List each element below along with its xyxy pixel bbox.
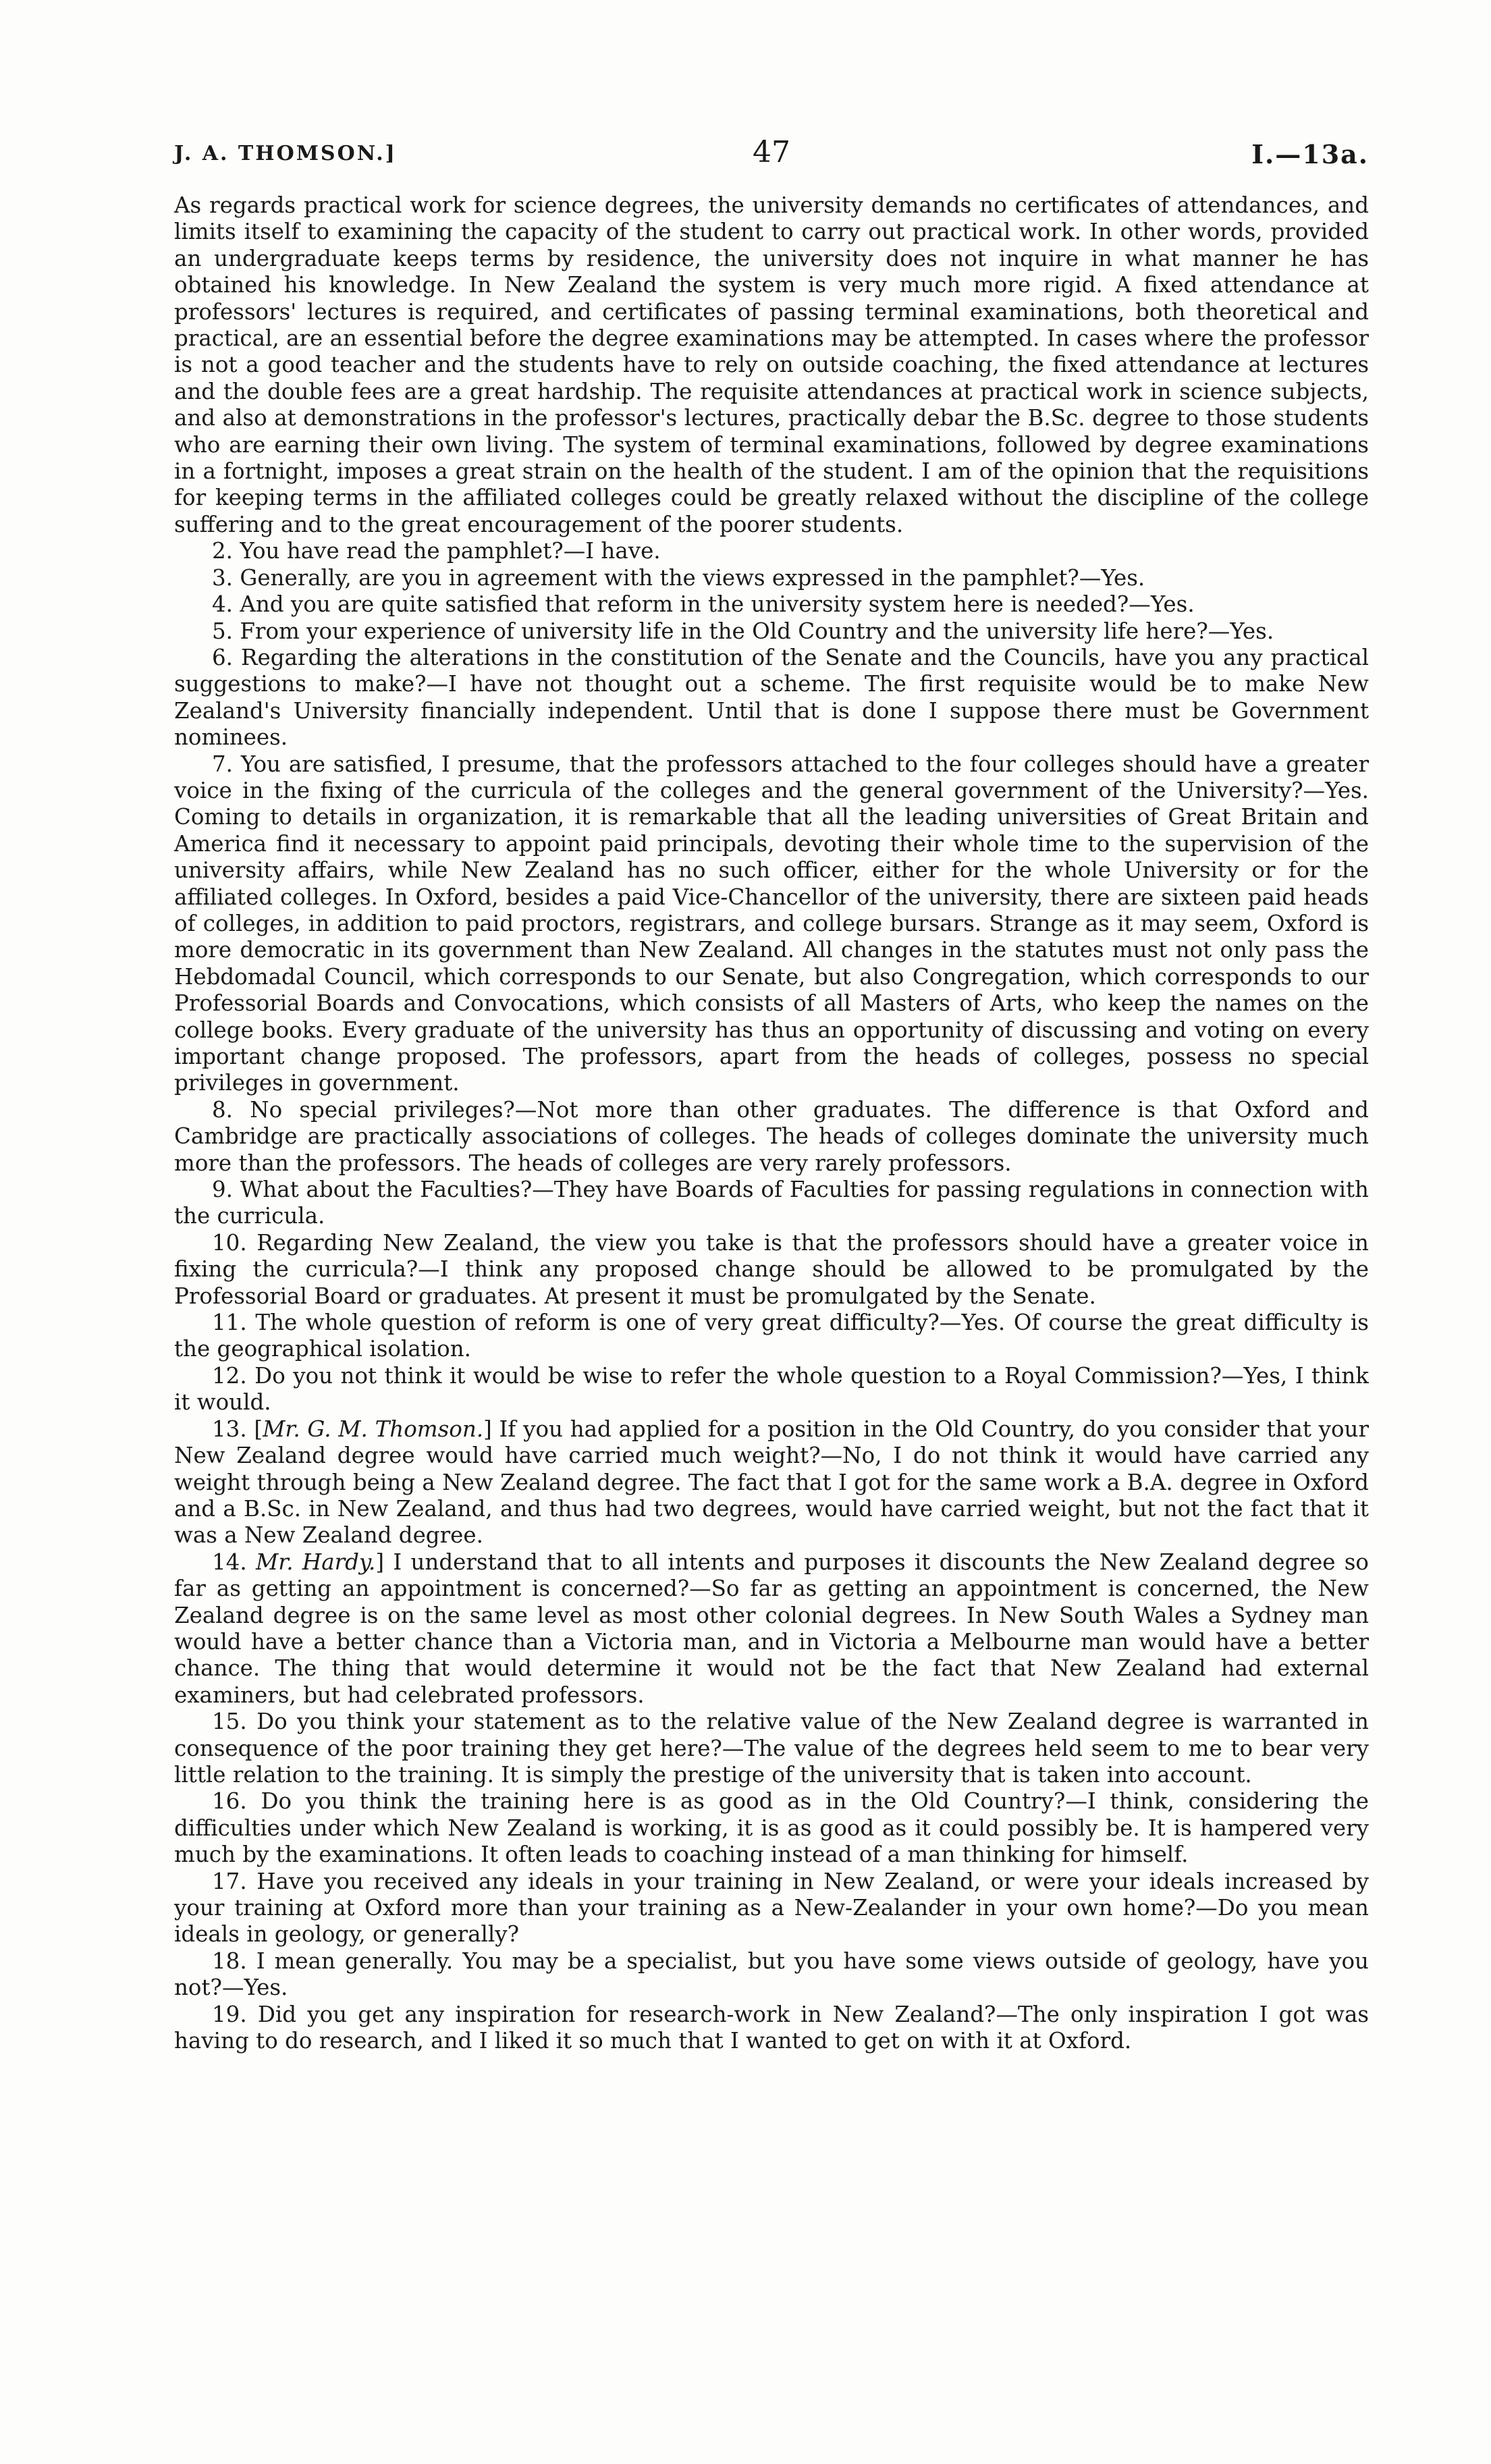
paragraph: 16. Do you think the training here is as good as in the Old Country?—I think, considering the difficulties under which New Zealand is working, it is as good as it could possibly be. It is hampered very much by the examinations. It often leads to coaching instead of a man thinking for himself.: [174, 1788, 1369, 1868]
question-number: 17.: [212, 1868, 247, 1894]
paragraph: 12. Do you not think it would be wise to refer the whole question to a Royal Commission?—Yes, I think it would.: [174, 1362, 1369, 1416]
paragraph: 11. The whole question of reform is one of very great difficulty?—Yes. Of course the great difficulty is the geographical isolation.: [174, 1310, 1369, 1362]
paragraph: 10. Regarding New Zealand, the view you take is that the professors should have a greater voice in fixing the curricula?—I think any proposed change should be allowed to be promulgated by the Professorial Board or graduates. At present it must be promulgated by the Senate.: [174, 1229, 1369, 1309]
question-number: 8.: [212, 1096, 234, 1123]
paragraph: 18. I mean generally. You may be a specialist, but you have some views outside of geology, have you not?—Yes.: [174, 1948, 1369, 2001]
paragraph: 19. Did you get any inspiration for research-work in New Zealand?—The only inspiration I got was having to do research, and I liked it so much that I wanted to get on with it at Oxford.: [174, 2001, 1369, 2054]
paragraph: 15. Do you think your statement as to the relative value of the New Zealand degree is warranted in consequence of the poor training they get here?—The value of the degrees held seem to me to bear very little relation to the training. It is simply the prestige of the university that is taken into account.: [174, 1709, 1369, 1788]
question-number: 19.: [212, 2001, 247, 2027]
paragraph: 5. From your experience of university life in the Old Country and the university life here?—Yes.: [212, 618, 1274, 644]
question-number: 9.: [212, 1177, 234, 1203]
paragraph: 17. Have you received any ideals in your training in New Zealand, or were your ideals increased by your training at Oxford more than your training as a New-Zealander in your own home?—Do you mean ideals in geology, or generally?: [174, 1868, 1369, 1948]
question-number: 6.: [212, 644, 234, 670]
question-number: 5.: [212, 618, 234, 644]
question-number: 11.: [212, 1310, 247, 1336]
speaker-name: Mr. G. M. Thomson.: [263, 1416, 484, 1442]
question-number: 2.: [212, 538, 234, 564]
question-number: 10.: [212, 1229, 247, 1256]
question-number: 14.: [212, 1549, 247, 1575]
paragraph: 13. [Mr. G. M. Thomson.] If you had applied for a position in the Old Country, do you consider that your New Zealand degree would have carried much weight?—No, I do not think it would have carried any weight through being a New Zealand degree. The fact that I got for the same work a B.A. degree in Oxford and a B.Sc. in New Zealand, and thus had two degrees, would have carried weight, but not the fact that it was a New Zealand degree.: [174, 1416, 1369, 1549]
question-number: 16.: [212, 1788, 247, 1815]
question-number: 18.: [212, 1948, 247, 1974]
paragraph: 7. You are satisfied, I presume, that the professors attached to the four colleges should have a greater voice in the fixing of the curricula of the colleges and the general government of the University?—Yes. Coming to details in organization, it is remarkable that all the leading universities of Great Britain and America find it necessary to appoint paid principals, devoting their whole time to the supervision of the university affairs, while New Zealand has no such officer, either for the whole University or for the affiliated colleges. In Oxford, besides a paid Vice-Chancellor of the university, there are sixteen paid heads of colleges, in addition to paid proctors, registrars, and college bursars. Strange as it may seem, Oxford is more democratic in its government than New Zealand. All changes in the statutes must not only pass the Hebdomadal Council, which corresponds to our Senate, but also Congregation, which corresponds to our Professorial Boards and Convocations, which consists of all Masters of Arts, who keep the names on the college books. Every graduate of the university has thus an opportunity of discussing and voting on every important change proposed. The professors, apart from the heads of colleges, possess no special privileges in government.: [174, 751, 1369, 1096]
question-number: 15.: [212, 1709, 247, 1735]
paragraph: 14. Mr. Hardy.] I understand that to all intents and purposes it discounts the New Zealand degree so far as getting an appointment is concerned?—So far as getting an appointment is concerned, the New Zealand degree is on the same level as most other colonial degrees. In New South Wales a Sydney man would have a better chance than a Victoria man, and in Victoria a Melbourne man would have a better chance. The thing that would determine it would not be the fact that New Zealand had external examiners, but had celebrated professors.: [174, 1549, 1369, 1708]
question-number: 7.: [212, 751, 234, 777]
question-number: 4.: [212, 591, 234, 618]
witness-name: J. A. THOMSON.]: [174, 142, 397, 165]
question-number: 12.: [212, 1362, 247, 1389]
question-number: 3.: [212, 564, 234, 591]
paragraph: 6. Regarding the alterations in the constitution of the Senate and the Councils, have you any practical suggestions to make?—I have not thought out a scheme. The first requisite would be to make New Zealand's University financially independent. Until that is done I suppose there must be Government nominees.: [174, 644, 1369, 751]
evidence-text: [174, 192, 1369, 2054]
paragraph: 3. Generally, are you in agreement with the views expressed in the pamphlet?—Yes.: [212, 564, 1145, 591]
document-reference: I.—13a.: [1251, 139, 1369, 169]
paragraph: 8. No special privileges?—Not more than other graduates. The difference is that Oxford and Cambridge are practically associations of colleges. The heads of colleges dominate the university much more than the professors. The heads of colleges are very rarely professors.: [174, 1096, 1369, 1176]
page-header: [174, 135, 1369, 176]
paragraph: 2. You have read the pamphlet?—I have.: [212, 538, 661, 564]
paragraph: 9. What about the Faculties?—They have Boards of Faculties for passing regulations in connection with the curricula.: [174, 1177, 1369, 1229]
speaker-name: Mr. Hardy.: [256, 1549, 376, 1575]
paragraph: As regards practical work for science degrees, the university demands no certificates of attendances, and limits itself to examining the capacity of the student to carry out practical work. In other words, provided an undergraduate keeps terms by residence, the university does not inquire in what manner he has obtained his knowledge. In New Zealand the system is very much more rigid. A fixed attendance at professors' lectures is required, and certificates of passing terminal examinations, both theoretical and practical, are an essential before the degree examinations may be attempted. In cases where the professor is not a good teacher and the students have to rely on outside coaching, the fixed attendance at lectures and the double fees are a great hardship. The requisite attendances at practical work in science subjects, and also at demonstrations in the professor's lectures, practically debar the B.Sc. degree to those students who are earning their own living. The system of terminal examinations, followed by degree examinations in a fortnight, imposes a great strain on the health of the student. I am of the opinion that the requisitions for keeping terms in the affiliated colleges could be greatly relaxed without the discipline of the college suffering and to the great encouragement of the poorer students.: [174, 192, 1369, 537]
question-number: 13.: [212, 1416, 247, 1442]
page-number: 47: [753, 135, 790, 169]
paragraph: 4. And you are quite satisfied that reform in the university system here is needed?—Yes.: [212, 591, 1195, 618]
